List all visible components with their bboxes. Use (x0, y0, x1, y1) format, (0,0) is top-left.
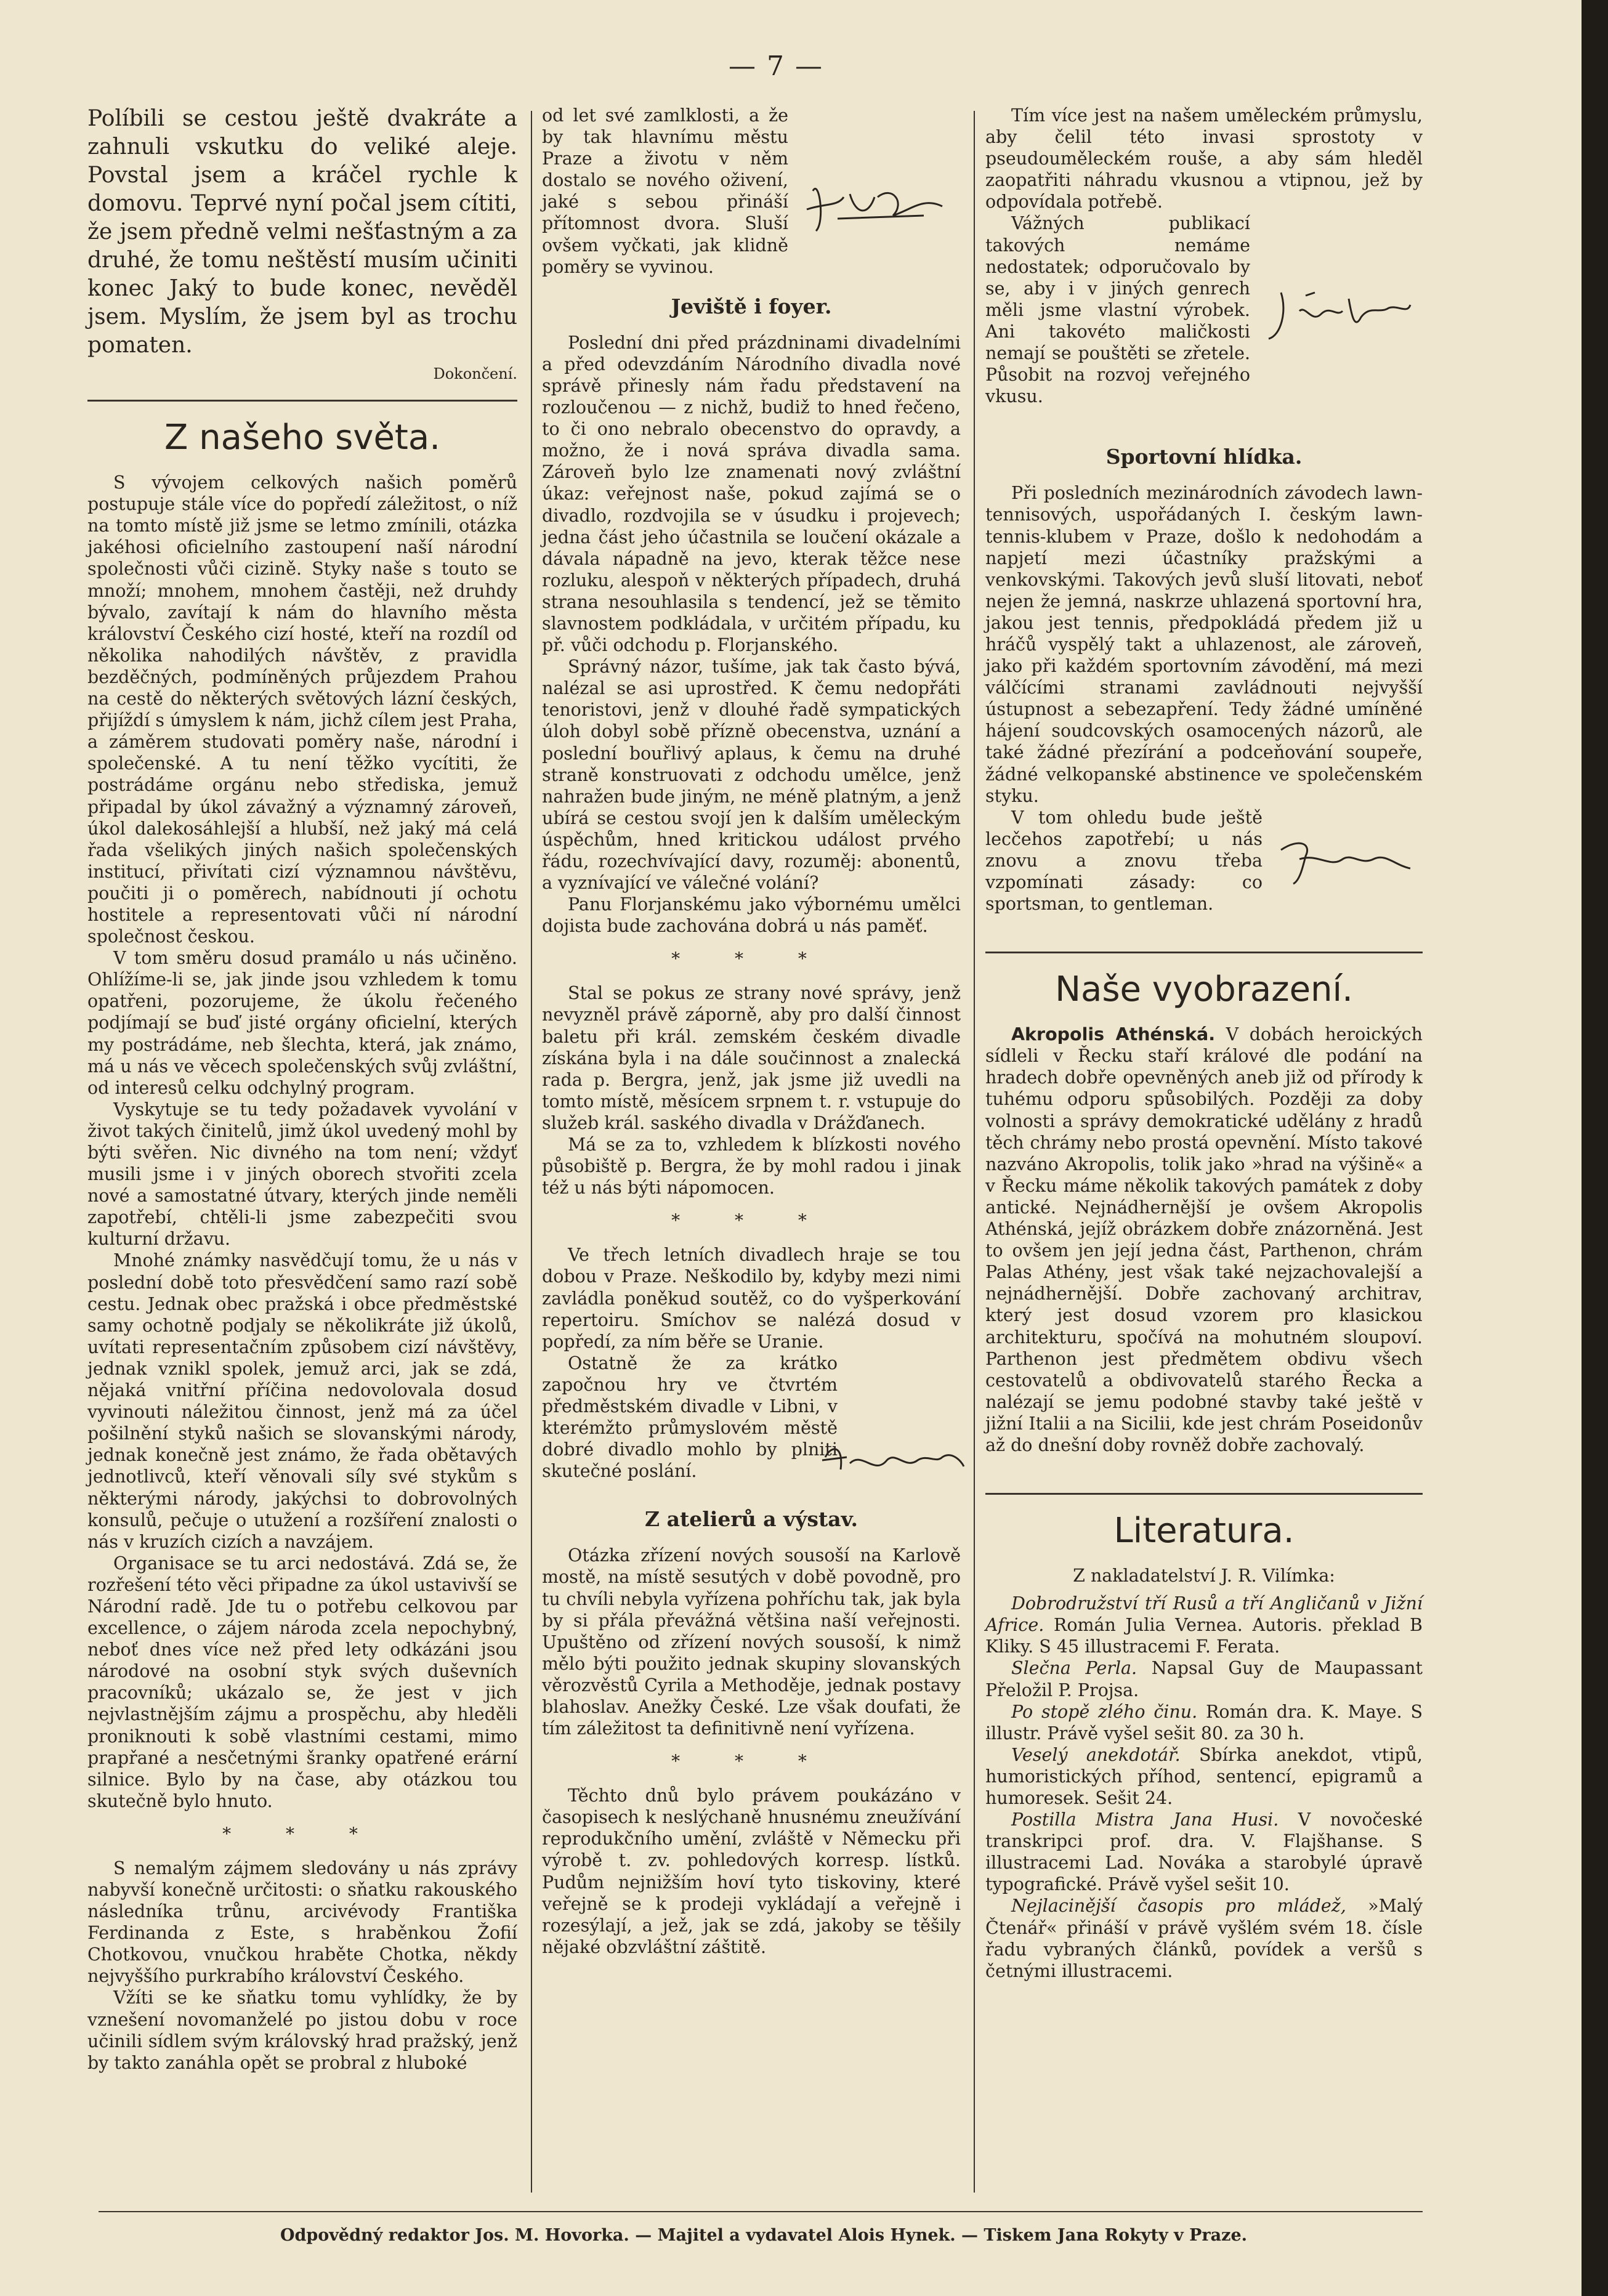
akropolis-text: V dobách heroických sídleli v Řecku staří králové dle podání na hradech dobře opevněných aneb již od přírody k tuhému odporu spůsobilých. Později za doby volnosti a správy demokratické udělány z hradů těch chrámy nebo prostá opevnění. Místo takové nazváno Akropolis, tolik jako »hrad na výšině« a v Řecku máme několik takových památek z doby antické. Nejnádhernější je ovšem Akropolis Athénská, jejíž obrázkem dobře znázorněná. Jest to ovšem jen její jedna část, Parthenon, chrám Palas Athény, jest však také nejzachovalejší a nejnádhernější. Dobře zachovaný architrav, který jest dosud vzorem pro klasickou architekturu, spočívá na mohutném sloupoví. Parthenon jest předmětem obdivu všech cestovatelů a obdivovatelů starého Řecka a nalézají se jemu podobné stavby také ještě v jižní Italii a na Sicilii, kde jest chrám Poseidonův až do dnešní doby rovněž dobře zachovalý. (985, 1024, 1423, 1455)
paragraph: Panu Florjanskému jako výbornému umělci dojista bude zachována dobrá u nás paměť. (542, 894, 961, 937)
section-title-sportovni-hlidka: Sportovní hlídka. (1105, 445, 1303, 469)
paragraph: Vážných publikací takových nemáme nedostatek; odporučovalo by se, aby i v jiných genrech měli jsme vlastní výrobek. Ani takovéto maličkosti nemají se pouštěti se zřetele. Působit na rozvoj veřejného vkusu. (985, 213, 1250, 407)
paragraph: Stal se pokus ze strany nové správy, jenž nevyzněl právě záporně, aby pro další činnost baletu při král. zemském českém divadle získána byla i na dále součinnost a znalecká rada p. Bergra, jenž, jak jsme již uvedli na tomto místě, měsícem srpnem t. r. vstupuje do služeb král. saského divadla v Drážďanech. (542, 983, 961, 1133)
signature-fr-kazimir (819, 1433, 967, 1488)
paragraph: Mnohé známky nasvědčují tomu, že u nás v poslední době toto přesvědčení samo razí sobě cestu. Jednak obec pražská i obce předměstské samy ochotně podjaly se několikráte již úkolů, uvítati representačním způsobem cizí návštěvy, jednak vznikl spolek, jemuž arci, jak se zdá, nějaká vnitřní příčina nedovolovala dosud vyvinouti náležitou činnost, jenž má za účel pošilnění styků našich se slovanskými národy, jednak konečně jest známo, že řada obětavých jednotlivců, kteří věnovali síly své stykům s některými národy, jakýchsi to dobrovolných konsulů, pečuje o utužení a rozšíření znalosti o nás v kruzích cizích a navzájem. (87, 1250, 517, 1552)
lit-title: Slečna Perla. (1011, 1658, 1137, 1679)
paragraph: S nemalým zájmem sledovány u nás zprávy nabyvší konečně určitosti: o sňatku rakouského následníka trůnu, arcivévody Františka Ferdinanda z Este, s hraběnkou Žofií Chotkovou, vnučkou hraběte Chotka, někdy nejvyššího purkrabího království Českého. (87, 1857, 517, 1987)
column-rule-left (531, 111, 532, 2193)
paragraph: Správný názor, tušíme, jak tak často bývá, nalézal se asi uprostřed. K čemu nedopřáti tenoristovi, jenž v dlouhé řadě sympatických úloh dobyl sobě přízně obecenstva, uznání a poslední bouřlivý aplaus, k čemu na druhé straně konstruovati z odchodu umělce, jenž nahražen bude jiným, ne méně platným, a jenž ubírá se cestou svojí jen k dalším uměleckým úspěchům, hned kritickou událost prvého řádu, rozechvívající davy, rozuměj: abonentů, a vyznívající ve válečné volání? (542, 657, 961, 894)
paragraph: Otázka zřízení nových sousoší na Karlově mostě, na místě sesutých v době povodně, pro tu chvíli nebyla vyřízena pohříchu tak, jak byla by si přála převážná většina naší veřejnosti. Upuštěno od zřízení nových sousoší, k nimž mělo býti použito jednak skupiny slovanských věrozvěstů Cyrila a Methoděje, jednak postavy blahoslav. Anežky České. Lze však doufati, že tím záležitost ta definitivně není vyřízena. (542, 1545, 961, 1739)
footer-rule (99, 2211, 1423, 2212)
lit-text: Román Julia Vernea. Autoris. překlad B Kliky. S 45 illustracemi F. Ferata. (985, 1615, 1423, 1657)
signature-jos-borov (801, 172, 955, 240)
paragraph: Těchto dnů bylo právem poukázáno v časopisech k neslýchaně hnusnému zneužívání reprodukčního umění, zvláště v Německu při výrobě t. zv. pohledových korresp. lístků. Pudům nejnižším hoví tyto tiskoviny, které veřejně se k prodeji vykládají a veřejně i rozesýlají, a jež, jak se zdá, jakoby se těšily nějaké obzvláštní záštitě. (542, 1785, 961, 1957)
section-title-z-atelieru: Z atelierů a výstav. (645, 1507, 858, 1532)
paragraph: V tom ohledu bude ještě lecčehos zapotřebí; u nás znovu a znovu třeba vzpomínati zásady: co sportsman, to gentleman. (985, 807, 1263, 915)
column-rule-right (974, 111, 975, 2193)
paragraph: Organisace se tu arci nedostává. Zdá se, že rozřešení této věci připadne za úkol ustavivší se Národní radě. Jde tu o potřebu celkovou par excellence, o zájem národa zcela nepochybný, neboť dnes více než před lety odkázáni jsou národové na osobní styk svých duševních pracovníků; ukázalo se, že jest v jich nejvlastnějším zájmu a prospěchu, aby hleděli proniknouti k sobě vlastními cestami, mimo prapřané a nesčetnými šranky opatřené erární silnice. Bylo by na čase, aby otázkou tou skutečně bylo hnuto. (87, 1553, 517, 1811)
lit-title: Postilla Mistra Jana Husi. (1011, 1809, 1279, 1830)
signature-jan-belka (1263, 280, 1416, 348)
paragraph: V tom směru dosud pramálo u nás učiněno. Ohlížíme-li se, jak jinde jsou vzhledem k tomu opatřeni, pozorujeme, že úkolu řečeného podjímají se buď jisté orgány oficielní, kterých my postrádáme, neb šlechta, která, jak známo, má u nás ve věcech společenských svůj zvláštní, od interesů celku odchylný program. (87, 948, 517, 1098)
section-title-jeviste: Jeviště i foyer. (671, 294, 832, 318)
section-divider (87, 400, 517, 402)
publisher-line: Z nakladatelství J. R. Vilímka: (1073, 1566, 1335, 1587)
page-number: — 7 — (729, 51, 823, 82)
section-stars: * * * (671, 948, 831, 969)
section-title-z-naseho-sveta: Z našeho světa. (164, 418, 440, 458)
paragraph: Při posledních mezinárodních závodech lawn-tennisových, uspořádaných I. českým lawn-tennis-klubem v Praze, došlo k nedohodám a napjetí mezi účastníky pražskými a venkovskými. Takových jevů sluší litovati, neboť nejen že jemná, naskrze uhlazená sportovní hra, jakou jest tennis, předpokládá předem již u hráčů vyspělý takt a uhlazenost, ale zároveň, jako při každém sportovním závodění, má mezi válčícími stranami zavládnouti nejvyšší ústupnost a sebezapření. Tedy žádné umíněné hájení soudcovských osamocených názorů, ale také žádné přezírání a podceňování soupeře, žádné velkopanské abstinence ve společenském styku. (985, 483, 1423, 806)
section-divider (985, 952, 1423, 953)
section-title-literatura: Literatura. (1113, 1511, 1295, 1551)
imprint-footer: Odpovědný redaktor Jos. M. Hovorka. — Majitel a vydavatel Alois Hynek. — Tiskem Jana Rokyty v Praze. (280, 2226, 1248, 2245)
paragraph: Má se za to, vzhledem k blízkosti nového působiště p. Bergra, že by mohl radou i jinak též u nás býti nápomocen. (542, 1134, 961, 1199)
paragraph: Ostatně že za krátko započnou hry ve čtvrtém předměstském divadle v Libni, v kterémžto průmyslovém městě dobré divadlo mohlo by plniti skutečné poslání. (542, 1352, 838, 1482)
column-3 (985, 105, 1423, 1982)
lit-text: V novočeské transkripci prof. dra. V. Flajšhanse. S illustracemi Lad. Nováka a starobylé úpravě typografické. Právě vyšel sešit 10. (985, 1809, 1423, 1895)
akropolis-lead: Akropolis Athénská. (1011, 1024, 1216, 1045)
lit-text: Sbírka anekdot, vtipů, humoristických příhod, sentencí, epigramů a humoresek. Sešit 24. (985, 1744, 1423, 1808)
section-title-nase-vyobrazeni: Naše vyobrazení. (1055, 969, 1353, 1010)
paragraph: Vyskytuje se tu tedy požadavek vyvolání v život takých činitelů, jimž úkol uvedený mohl by býti svěřen. Nic divného na tom není; vždyť musili jsme i v jiných oborech stvořiti zcela nové a samostatné útvary, kterých jinde neměli zapotřebí, chtěli-li jsme zabezpečiti svou kulturní državu. (87, 1099, 517, 1250)
paragraph: Vžíti se ke sňatku tomu vyhlídky, že by vznešení novomanželé po jistou dobu v roce učinili sídlem svým královský hrad pražský, jenž by takto zanáhla opět se probral z hluboké (87, 1987, 517, 2073)
column-1 (87, 105, 517, 2074)
lit-text: »Malý Čtenář« přináší v právě vyšlém svém 18. čísle řadu vybraných článků, povídek a veršů s četnými illustracemi. (985, 1896, 1423, 1981)
lit-title: Po stopě zlého činu. (1011, 1701, 1198, 1722)
lit-text: Napsal Guy de Maupassant Přeložil P. Projsa. (985, 1658, 1423, 1700)
lit-title: Dobrodružství tří Rusů a tří Angličanů v Jižní Africe. (985, 1593, 1423, 1636)
lit-text: Román dra. K. Maye. S illustr. Právě vyšel sešit 80. za 30 h. (985, 1701, 1423, 1744)
column-2 (542, 105, 961, 1958)
signature-amateur (1275, 831, 1416, 887)
section-stars: * * * (222, 1823, 382, 1844)
section-divider (985, 1493, 1423, 1495)
paragraph: S vývojem celkových našich poměrů postupuje stále více do popředí záležitost, o níž na tomto místě již jsme se letmo zmínili, otázka jakéhosi oficielního zastoupení naší národní společnosti vůči cizině. Styky naše s touto se množí; mnohem, mnohem častěji, než druhdy bývalo, zavítají k nám do hlavního města království Českého cizí hosté, kteří na rozdíl od několika nahodilých návštěv, z pravidla bezděčných, podmíněných průjezdem Prahou na cestě do některých světových lázní českých, přijíždí s úmyslem k nám, jichž cílem jest Praha, a záměrem studovati poměry naše, národní i společenské. A tu není těžko vycítiti, že postrádáme orgánu nebo střediska, jemuž připadal by úkol závažný a významný zároveň, úkol dalekosáhlejší a hlubší, než jaký má celá řada všelikých jiných našich společenských institucí, přivítati cizí významnou návštěvu, poučiti ji o poměrech, nabídnouti jí ochotu hostitele a representovati vůči ní národní společnost českou. (87, 472, 517, 947)
paragraph: od let své zamlklosti, a že by tak hlavnímu městu Praze a životu v něm dostalo se nového oživení, jaké s sebou přináší přítomnost dvora. Sluší ovšem vyčkati, jak klidně poměry se vyvinou. (542, 105, 788, 277)
section-stars: * * * (671, 1751, 831, 1772)
paragraph: Poslední dni před prázdninami divadelními a před odevzdáním Národního divadla nové správě přinesly nám řadu představení na rozloučenou — z nichž, budiž to hned řečeno, to či ono nebralo obecenstvo do opravdy, a možno, že i nová správa divadla sama. Zároveň bylo lze znamenati nový zvláštní úkaz: veřejnost naše, pokud zajímá se o divadlo, rozdvojila se v úsudku i projevech; jedna část jeho účastnila se loučení okázale a dávala nápadně na jevo, kterak těžce nese rozluku, alespoň v některých případech, druhá strana nesouhlasila s tendencí, jež se těmito slavnostem podkládala, v určitém případu, ku př. vůči odchodu p. Florjanského. (542, 332, 961, 656)
paragraph: Tím více jest na našem uměleckém průmyslu, aby čelil této invasi sprostoty v pseudouměleckém rouše, a aby sám hleděl zaopatřiti náhradu vkusnou a vtipnou, jež by odpovídala potřebě. (985, 105, 1423, 212)
story-ending: Políbili se cestou ještě dvakráte a zahnuli vskutku do veliké aleje. Povstal jsem a kráčel rychle k domovu. Teprvé nyní počal jsem cítiti, že jsem předně velmi nešťastným a za druhé, že tomu neštěstí musím učiniti konec Jaký to bude konec, nevěděl jsem. Myslím, že jsem byl as trochu pomaten. (87, 106, 517, 358)
section-stars: * * * (671, 1210, 831, 1231)
paragraph: Ve třech letních divadlech hraje se tou dobou v Praze. Neškodilo by, kdyby mezi nimi zavládla poněkud soutěž, co do vyšperkování repertoiru. Smíchov se nalézá dosud v popředí, za ním běře se Uranie. (542, 1245, 961, 1352)
lit-title: Veselý anekdotář. (1011, 1744, 1181, 1765)
story-continuation-note: Dokončení. (433, 365, 517, 382)
binding-edge (1582, 0, 1608, 2296)
lit-title: Nejlacinější časopis pro mládež, (1011, 1896, 1346, 1917)
